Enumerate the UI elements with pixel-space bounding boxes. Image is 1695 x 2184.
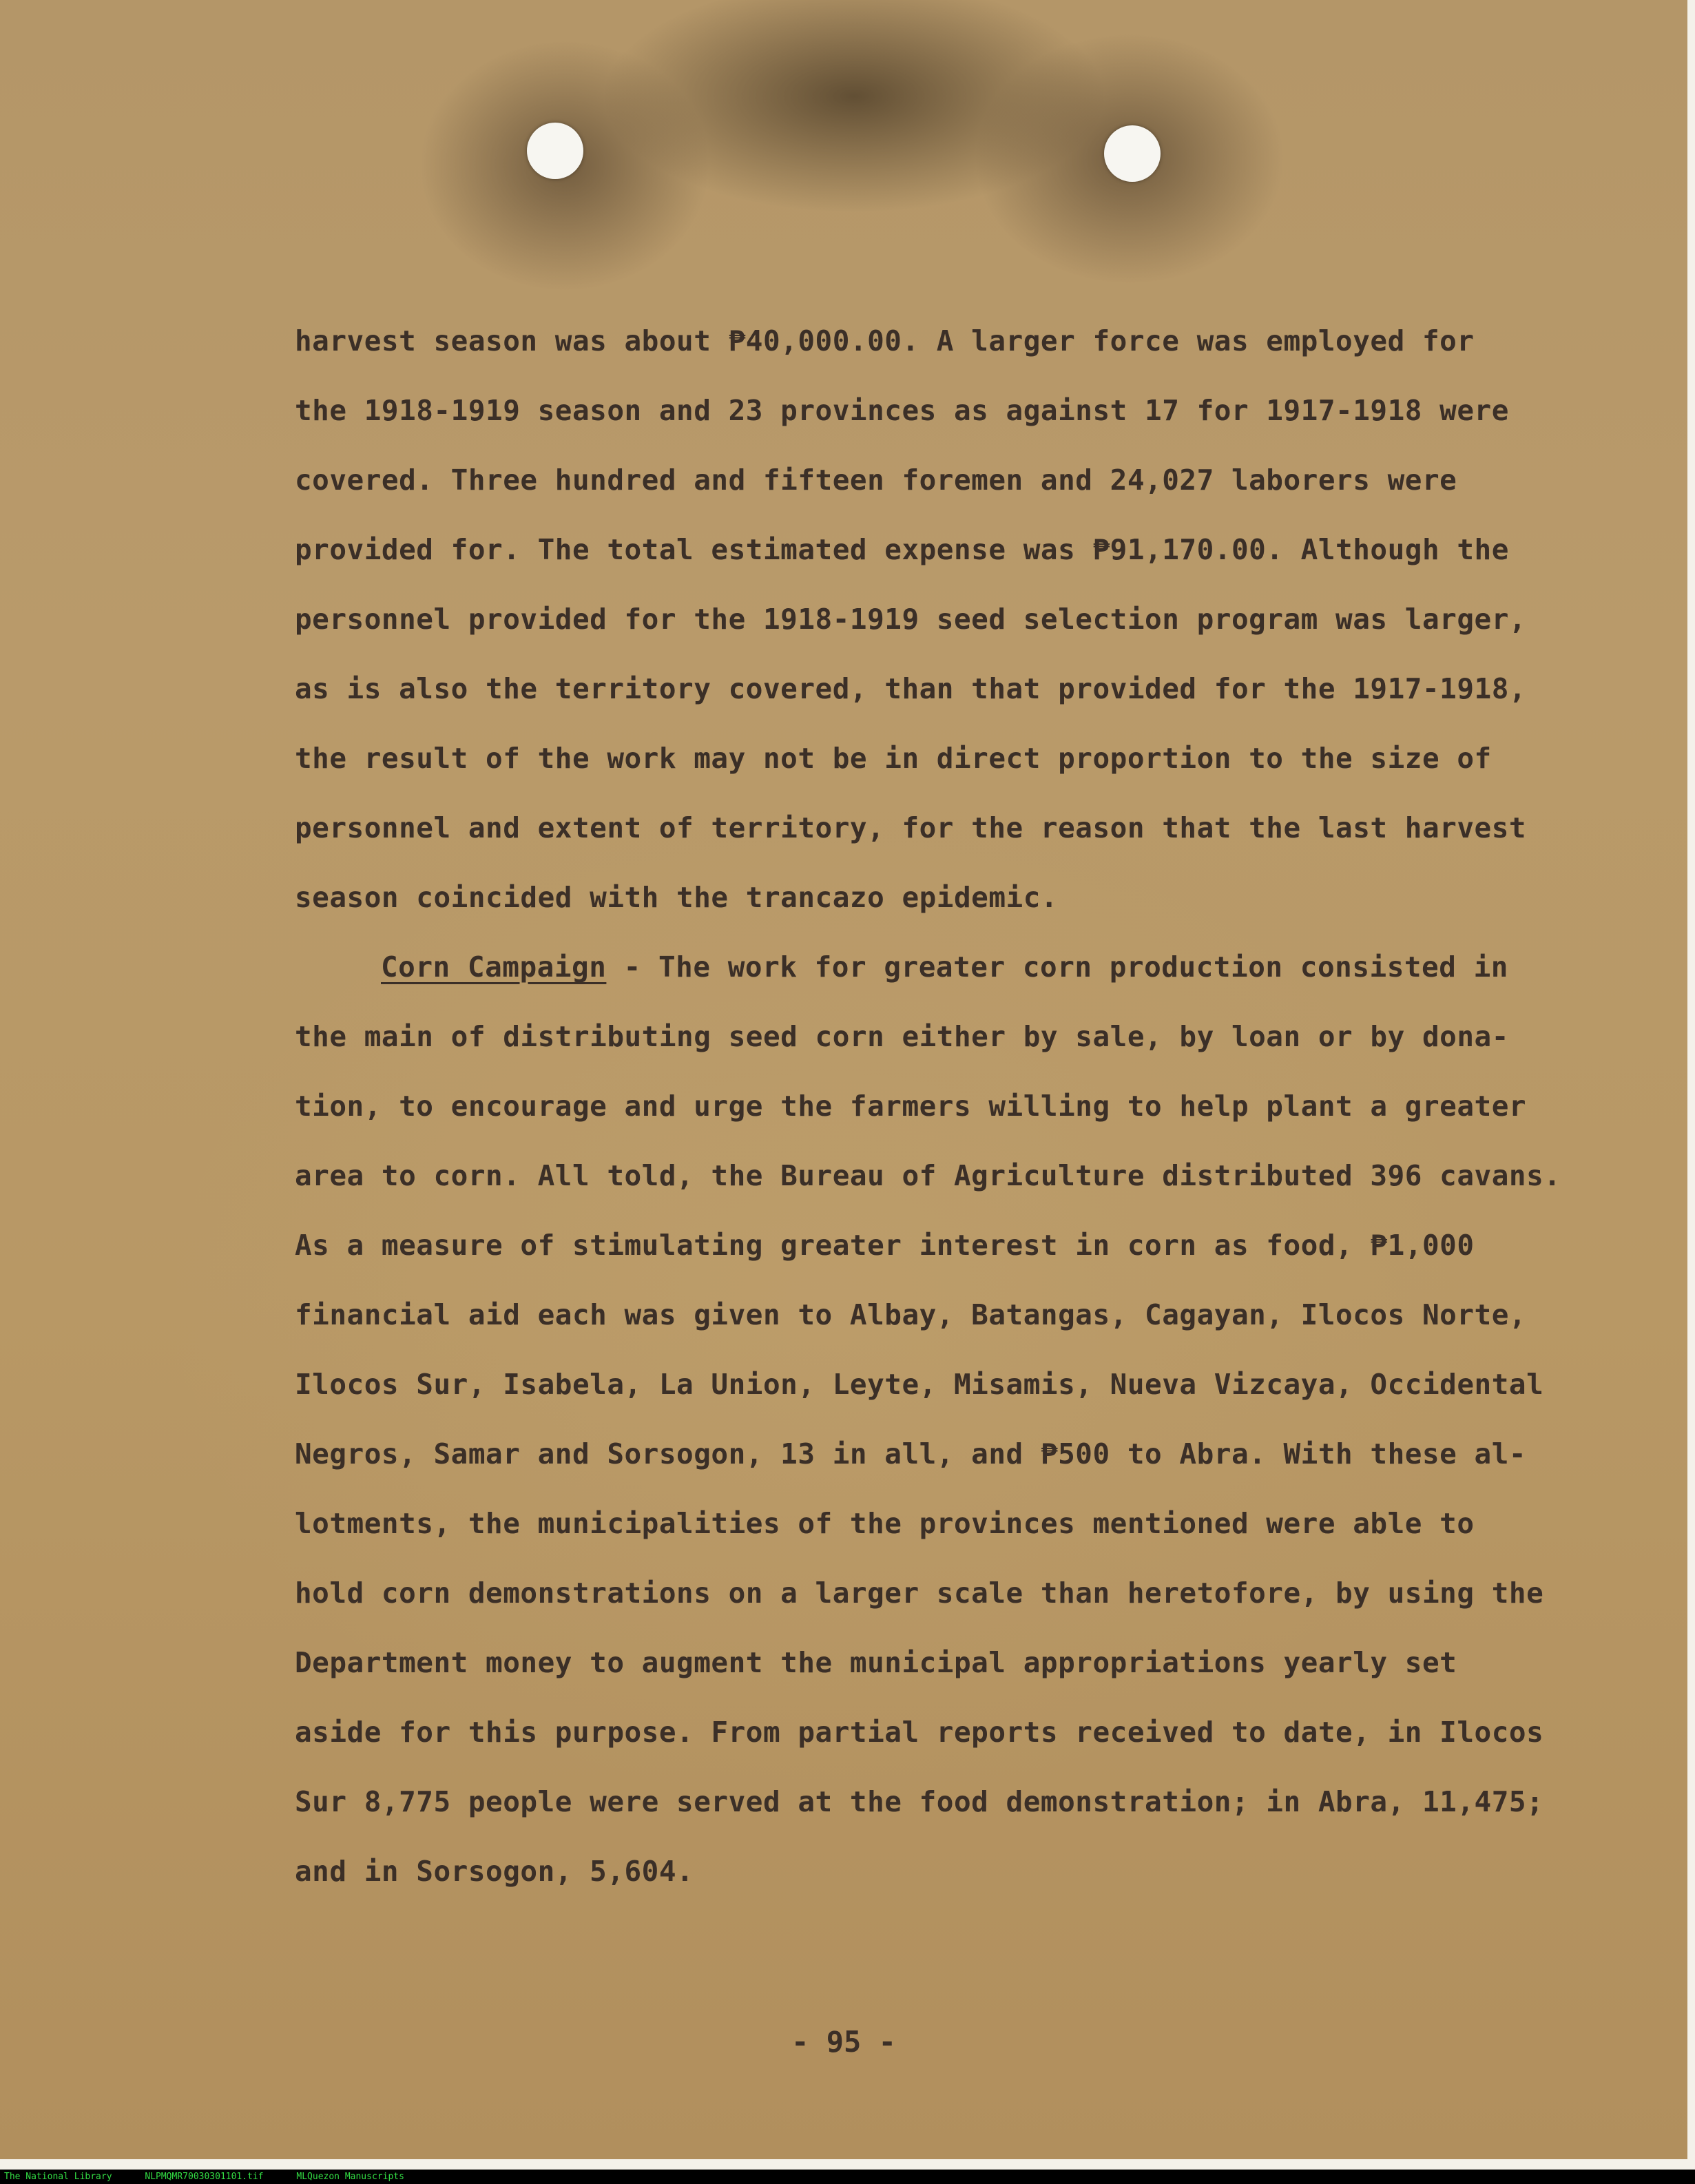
punch-hole-right [1104,125,1161,182]
text-line: area to corn. All told, the Bureau of Agriculture distributed 396 cavans. [295,1159,1561,1192]
text-line: As a measure of stimulating greater interest in corn as food, ₱1,000 [295,1229,1475,1262]
text-line: the 1918-1919 season and 23 provinces as against 17 for 1917-1918 were [295,394,1509,427]
text-line: harvest season was about ₱40,000.00. A larger force was employed for [295,324,1475,357]
footer-library: The National Library [4,2172,112,2182]
corn-campaign-heading: Corn Campaign [381,950,607,984]
footer-collection: MLQuezon Manuscripts [296,2172,404,2182]
text-line: and in Sorsogon, 5,604. [295,1855,694,1888]
corn-campaign-first-line [295,933,1576,1002]
text-span: - The work for greater corn production consisted in [606,950,1508,984]
footer-file: NLPMQMR70030301101.tif [145,2172,264,2182]
text-line: personnel provided for the 1918-1919 seed selection program was larger, [295,603,1527,636]
text-line: personnel and extent of territory, for the reason that the last harvest [295,811,1527,844]
archive-footer [0,2170,1695,2184]
text-line: financial aid each was given to Albay, Batangas, Cagayan, Ilocos Norte, [295,1298,1527,1331]
text-line: Negros, Samar and Sorsogon, 13 in all, and ₱500 to Abra. With these al- [295,1437,1527,1470]
punch-hole-left [527,123,583,179]
text-line: the result of the work may not be in direct proportion to the size of [295,742,1492,775]
page-number: - 95 - [791,2025,896,2059]
text-line: as is also the territory covered, than that provided for the 1917-1918, [295,672,1527,705]
text-line: aside for this purpose. From partial reports received to date, in Ilocos [295,1716,1544,1749]
text-line: Department money to augment the municipal appropriations yearly set [295,1646,1457,1679]
text-line: provided for. The total estimated expense was ₱91,170.00. Although the [295,533,1509,566]
text-line: the main of distributing seed corn either by sale, by loan or by dona- [295,1020,1509,1053]
text-line: Ilocos Sur, Isabela, La Union, Leyte, Misamis, Nueva Vizcaya, Occidental [295,1368,1544,1401]
text-line: hold corn demonstrations on a larger scale than heretofore, by using the [295,1577,1544,1610]
text-line: Sur 8,775 people were served at the food demonstration; in Abra, 11,475; [295,1785,1544,1818]
body-text [295,306,1576,1906]
text-line: covered. Three hundred and fifteen foremen and 24,027 laborers were [295,464,1457,497]
text-line: season coincided with the trancazo epidemic. [295,881,1059,914]
text-line: tion, to encourage and urge the farmers willing to help plant a greater [295,1090,1527,1123]
text-line: lotments, the municipalities of the provinces mentioned were able to [295,1507,1475,1540]
